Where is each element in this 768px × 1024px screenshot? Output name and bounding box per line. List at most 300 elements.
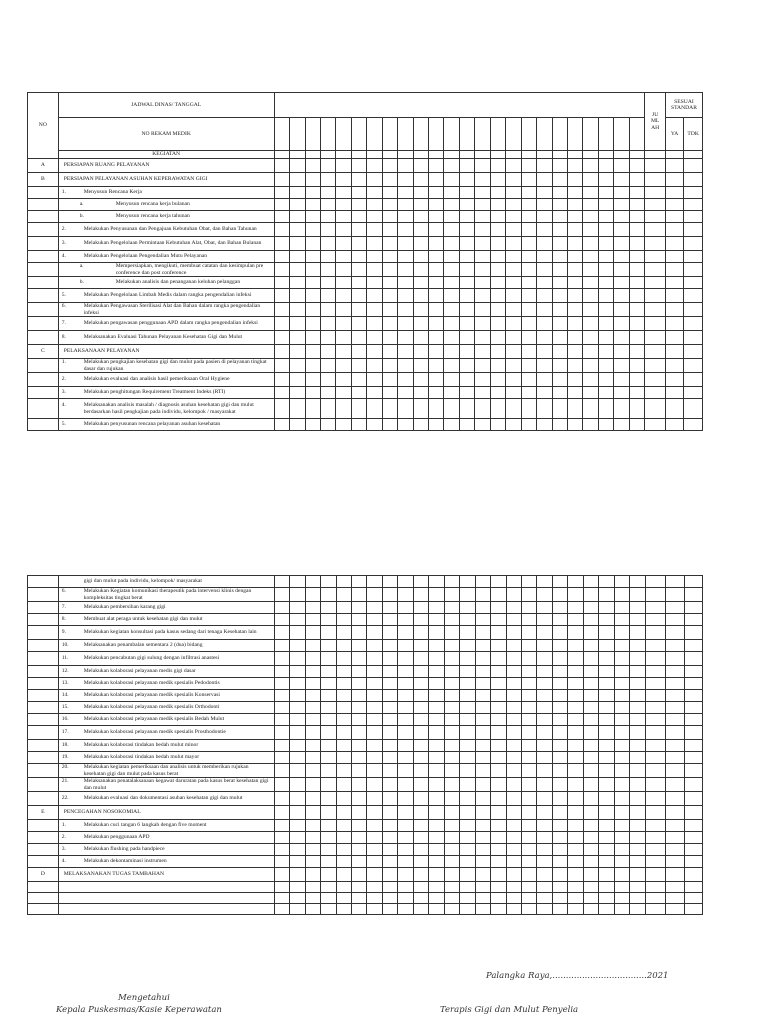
ya-cell[interactable] [665,373,683,387]
date-cell[interactable] [630,893,645,904]
date-cell[interactable] [398,882,413,893]
ya-cell[interactable] [666,602,684,614]
date-cell[interactable] [305,576,320,588]
date-cell[interactable] [429,792,444,806]
date-cell[interactable] [614,159,629,173]
date-cell[interactable] [506,806,521,820]
ya-cell[interactable] [666,702,684,714]
date-cell[interactable] [429,820,444,832]
date-cell[interactable] [475,856,490,868]
date-cell[interactable] [320,317,335,331]
date-cell[interactable] [351,159,366,173]
tdk-cell[interactable] [684,844,703,856]
date-cell[interactable] [305,223,320,237]
date-cell[interactable] [460,832,475,844]
date-cell[interactable] [321,806,336,820]
date-cell[interactable] [475,778,490,792]
date-cell[interactable] [568,626,583,640]
date-cell[interactable] [583,199,598,211]
date-cell[interactable] [413,173,428,187]
date-cell[interactable] [444,702,459,714]
date-cell[interactable] [290,820,305,832]
date-cell[interactable] [274,778,289,792]
date-cell[interactable] [552,211,567,223]
date-cell[interactable] [475,289,490,303]
date-cell[interactable] [413,690,428,702]
date-cell[interactable] [336,151,351,159]
date-cell[interactable] [460,792,475,806]
date-cell[interactable] [351,399,366,419]
date-cell[interactable] [336,277,351,289]
date-cell[interactable] [552,317,567,331]
date-cell[interactable] [521,317,536,331]
date-cell[interactable] [321,714,336,726]
date-cell[interactable] [413,159,428,173]
date-cell[interactable] [583,868,598,882]
date-cell[interactable] [398,317,413,331]
date-cell[interactable] [614,614,629,626]
date-cell[interactable] [274,419,289,431]
date-cell[interactable] [352,714,367,726]
date-cell[interactable] [320,151,335,159]
date-cell[interactable] [459,303,474,317]
date-cell[interactable] [506,317,521,331]
jumlah-cell[interactable] [645,678,665,690]
date-cell[interactable] [290,237,305,251]
date-cell[interactable] [351,173,366,187]
date-cell[interactable] [274,678,289,690]
date-cell[interactable] [290,652,305,666]
date-cell[interactable] [568,740,583,752]
date-cell[interactable] [459,373,474,387]
date-cell[interactable] [274,844,289,856]
date-cell[interactable] [506,726,521,740]
jumlah-cell[interactable] [645,714,665,726]
date-cell[interactable] [398,576,413,588]
date-cell[interactable] [367,237,382,251]
jumlah-cell[interactable] [645,904,665,915]
date-cell[interactable] [382,764,397,778]
date-cell[interactable] [305,640,320,652]
date-cell[interactable] [552,331,567,345]
date-cell[interactable] [506,251,521,263]
date-cell[interactable] [367,387,382,399]
date-cell[interactable] [475,666,490,678]
date-cell[interactable] [598,263,613,277]
date-cell[interactable] [413,237,428,251]
date-cell[interactable] [305,856,320,868]
date-cell[interactable] [413,740,428,752]
date-cell[interactable] [506,820,521,832]
date-cell[interactable] [429,714,444,726]
tdk-cell[interactable] [684,345,703,359]
date-cell[interactable] [583,187,598,199]
date-cell[interactable] [367,263,382,277]
date-cell[interactable] [413,387,428,399]
date-cell[interactable] [398,199,413,211]
date-cell[interactable] [444,602,459,614]
date-cell[interactable] [321,832,336,844]
date-cell[interactable] [320,373,335,387]
date-cell[interactable] [583,904,598,915]
date-cell[interactable] [413,764,428,778]
date-cell[interactable] [382,740,397,752]
date-cell[interactable] [537,277,552,289]
date-cell[interactable] [521,806,536,820]
ya-cell[interactable] [665,277,683,289]
date-cell[interactable] [429,652,444,666]
date-cell[interactable] [274,373,289,387]
date-cell[interactable] [367,714,382,726]
date-cell[interactable] [336,820,351,832]
date-cell[interactable] [460,893,475,904]
date-cell[interactable] [521,714,536,726]
tdk-cell[interactable] [684,359,703,373]
date-cell[interactable] [630,652,645,666]
date-cell[interactable] [321,893,336,904]
date-cell[interactable] [336,702,351,714]
date-cell[interactable] [460,678,475,690]
date-cell[interactable] [552,726,567,740]
date-cell[interactable] [491,832,506,844]
date-cell[interactable] [367,199,382,211]
jumlah-cell[interactable] [645,778,665,792]
date-cell[interactable] [274,263,289,277]
date-cell[interactable] [336,223,351,237]
date-cell[interactable] [567,359,582,373]
date-cell[interactable] [398,690,413,702]
ya-cell[interactable] [665,331,683,345]
date-cell[interactable] [305,820,320,832]
date-cell[interactable] [491,666,506,678]
date-cell[interactable] [506,626,521,640]
date-cell[interactable] [413,752,428,764]
date-cell[interactable] [552,626,567,640]
date-cell[interactable] [290,399,305,419]
date-cell[interactable] [614,151,629,159]
tdk-cell[interactable] [684,752,703,764]
date-cell[interactable] [398,792,413,806]
date-cell[interactable] [599,806,614,820]
date-cell[interactable] [290,277,305,289]
date-cell[interactable] [506,277,521,289]
date-cell[interactable] [444,251,459,263]
date-cell[interactable] [351,277,366,289]
date-cell[interactable] [367,690,382,702]
date-cell[interactable] [537,652,552,666]
date-cell[interactable] [413,792,428,806]
date-cell[interactable] [475,714,490,726]
date-cell[interactable] [352,576,367,588]
ya-cell[interactable] [666,666,684,678]
ya-cell[interactable] [666,778,684,792]
date-cell[interactable] [336,726,351,740]
date-cell[interactable] [274,289,289,303]
date-cell[interactable] [459,251,474,263]
date-cell[interactable] [475,373,490,387]
date-cell[interactable] [444,844,459,856]
date-cell[interactable] [599,740,614,752]
date-cell[interactable] [537,666,552,678]
date-cell[interactable] [320,419,335,431]
date-cell[interactable] [274,251,289,263]
tdk-cell[interactable] [684,856,703,868]
date-cell[interactable] [506,714,521,726]
date-cell[interactable] [352,626,367,640]
date-cell[interactable] [290,173,305,187]
date-cell[interactable] [274,187,289,199]
date-cell[interactable] [351,263,366,277]
ya-cell[interactable] [665,419,683,431]
date-cell[interactable] [599,626,614,640]
date-cell[interactable] [398,614,413,626]
jumlah-cell[interactable] [645,387,665,399]
date-cell[interactable] [351,223,366,237]
date-cell[interactable] [382,223,397,237]
date-cell[interactable] [491,726,506,740]
date-cell[interactable] [490,211,505,223]
date-cell[interactable] [537,237,552,251]
date-cell[interactable] [583,714,598,726]
date-cell[interactable] [459,223,474,237]
date-cell[interactable] [630,588,645,602]
date-cell[interactable] [567,331,582,345]
date-cell[interactable] [305,714,320,726]
date-cell[interactable] [583,778,598,792]
date-cell[interactable] [552,419,567,431]
tdk-cell[interactable] [684,678,703,690]
date-cell[interactable] [444,764,459,778]
date-cell[interactable] [583,690,598,702]
date-cell[interactable] [367,118,382,151]
ya-cell[interactable] [666,640,684,652]
date-cell[interactable] [429,626,444,640]
date-cell[interactable] [630,576,645,588]
jumlah-cell[interactable] [645,373,665,387]
date-cell[interactable] [614,752,629,764]
date-cell[interactable] [336,640,351,652]
date-cell[interactable] [274,690,289,702]
date-cell[interactable] [444,373,459,387]
date-cell[interactable] [382,806,397,820]
date-cell[interactable] [506,893,521,904]
date-cell[interactable] [413,151,428,159]
date-cell[interactable] [290,832,305,844]
date-cell[interactable] [537,904,552,915]
date-cell[interactable] [444,614,459,626]
date-cell[interactable] [398,187,413,199]
date-cell[interactable] [630,868,645,882]
date-cell[interactable] [305,387,320,399]
tdk-cell[interactable] [684,303,703,317]
date-cell[interactable] [599,882,614,893]
date-cell[interactable] [352,602,367,614]
date-cell[interactable] [614,303,629,317]
date-cell[interactable] [568,792,583,806]
date-cell[interactable] [336,792,351,806]
date-cell[interactable] [598,277,613,289]
date-cell[interactable] [305,844,320,856]
jumlah-cell[interactable] [645,289,665,303]
date-cell[interactable] [583,373,598,387]
date-cell[interactable] [598,211,613,223]
date-cell[interactable] [429,237,444,251]
tdk-cell[interactable] [684,237,703,251]
date-cell[interactable] [429,373,444,387]
date-cell[interactable] [305,289,320,303]
date-cell[interactable] [599,820,614,832]
date-cell[interactable] [552,576,567,588]
date-cell[interactable] [274,173,289,187]
date-cell[interactable] [413,844,428,856]
date-cell[interactable] [552,251,567,263]
date-cell[interactable] [583,893,598,904]
date-cell[interactable] [367,904,382,915]
date-cell[interactable] [305,317,320,331]
date-cell[interactable] [444,387,459,399]
date-cell[interactable] [506,373,521,387]
date-cell[interactable] [305,764,320,778]
tdk-cell[interactable] [684,882,703,893]
date-cell[interactable] [444,666,459,678]
ya-cell[interactable] [665,359,683,373]
date-cell[interactable] [305,792,320,806]
date-cell[interactable] [413,614,428,626]
date-cell[interactable] [521,277,536,289]
date-cell[interactable] [568,778,583,792]
date-cell[interactable] [583,614,598,626]
date-cell[interactable] [320,199,335,211]
date-cell[interactable] [614,893,629,904]
date-cell[interactable] [567,151,582,159]
date-cell[interactable] [274,387,289,399]
date-cell[interactable] [336,602,351,614]
date-cell[interactable] [599,778,614,792]
date-cell[interactable] [444,726,459,740]
date-cell[interactable] [490,277,505,289]
date-cell[interactable] [290,223,305,237]
date-cell[interactable] [459,151,474,159]
date-cell[interactable] [352,893,367,904]
date-cell[interactable] [444,868,459,882]
date-cell[interactable] [398,345,413,359]
ya-cell[interactable] [666,726,684,740]
date-cell[interactable] [382,832,397,844]
date-cell[interactable] [599,832,614,844]
date-cell[interactable] [382,882,397,893]
date-cell[interactable] [320,263,335,277]
date-cell[interactable] [521,752,536,764]
jumlah-cell[interactable] [645,856,665,868]
date-cell[interactable] [398,211,413,223]
date-cell[interactable] [413,652,428,666]
ya-cell[interactable] [665,187,683,199]
date-cell[interactable] [537,399,552,419]
date-cell[interactable] [413,359,428,373]
date-cell[interactable] [490,303,505,317]
date-cell[interactable] [274,726,289,740]
date-cell[interactable] [429,289,444,303]
date-cell[interactable] [491,868,506,882]
tdk-cell[interactable] [684,806,703,820]
date-cell[interactable] [521,251,536,263]
date-cell[interactable] [629,419,645,431]
date-cell[interactable] [429,588,444,602]
date-cell[interactable] [506,199,521,211]
date-cell[interactable] [398,702,413,714]
date-cell[interactable] [491,764,506,778]
jumlah-cell[interactable] [645,868,665,882]
date-cell[interactable] [367,882,382,893]
tdk-cell[interactable] [684,626,703,640]
date-cell[interactable] [274,856,289,868]
date-cell[interactable] [274,331,289,345]
date-cell[interactable] [460,588,475,602]
tdk-cell[interactable] [684,373,703,387]
date-cell[interactable] [614,882,629,893]
date-cell[interactable] [506,331,521,345]
blank-task-cell[interactable] [58,882,274,893]
date-cell[interactable] [351,237,366,251]
date-cell[interactable] [537,331,552,345]
date-cell[interactable] [367,666,382,678]
jumlah-cell[interactable] [645,690,665,702]
date-cell[interactable] [444,277,459,289]
date-cell[interactable] [491,856,506,868]
date-cell[interactable] [274,652,289,666]
date-cell[interactable] [367,640,382,652]
date-cell[interactable] [521,345,536,359]
date-cell[interactable] [583,263,598,277]
date-cell[interactable] [521,303,536,317]
date-cell[interactable] [506,399,521,419]
date-cell[interactable] [444,740,459,752]
date-cell[interactable] [552,778,567,792]
date-cell[interactable] [274,702,289,714]
date-cell[interactable] [552,151,567,159]
date-cell[interactable] [630,714,645,726]
date-cell[interactable] [382,778,397,792]
date-cell[interactable] [382,211,397,223]
date-cell[interactable] [305,187,320,199]
jumlah-cell[interactable] [645,419,665,431]
date-cell[interactable] [305,740,320,752]
date-cell[interactable] [460,666,475,678]
date-cell[interactable] [336,882,351,893]
date-cell[interactable] [274,118,289,151]
date-cell[interactable] [459,277,474,289]
date-cell[interactable] [537,151,552,159]
date-cell[interactable] [444,588,459,602]
date-cell[interactable] [629,399,645,419]
jumlah-cell[interactable] [645,588,665,602]
date-cell[interactable] [398,588,413,602]
date-cell[interactable] [583,289,598,303]
date-cell[interactable] [413,626,428,640]
date-cell[interactable] [444,118,459,151]
date-cell[interactable] [599,588,614,602]
date-cell[interactable] [305,868,320,882]
date-cell[interactable] [506,882,521,893]
date-cell[interactable] [305,277,320,289]
date-cell[interactable] [629,345,645,359]
date-cell[interactable] [583,317,598,331]
date-cell[interactable] [506,223,521,237]
date-cell[interactable] [398,714,413,726]
date-cell[interactable] [552,387,567,399]
date-cell[interactable] [413,419,428,431]
date-cell[interactable] [367,820,382,832]
